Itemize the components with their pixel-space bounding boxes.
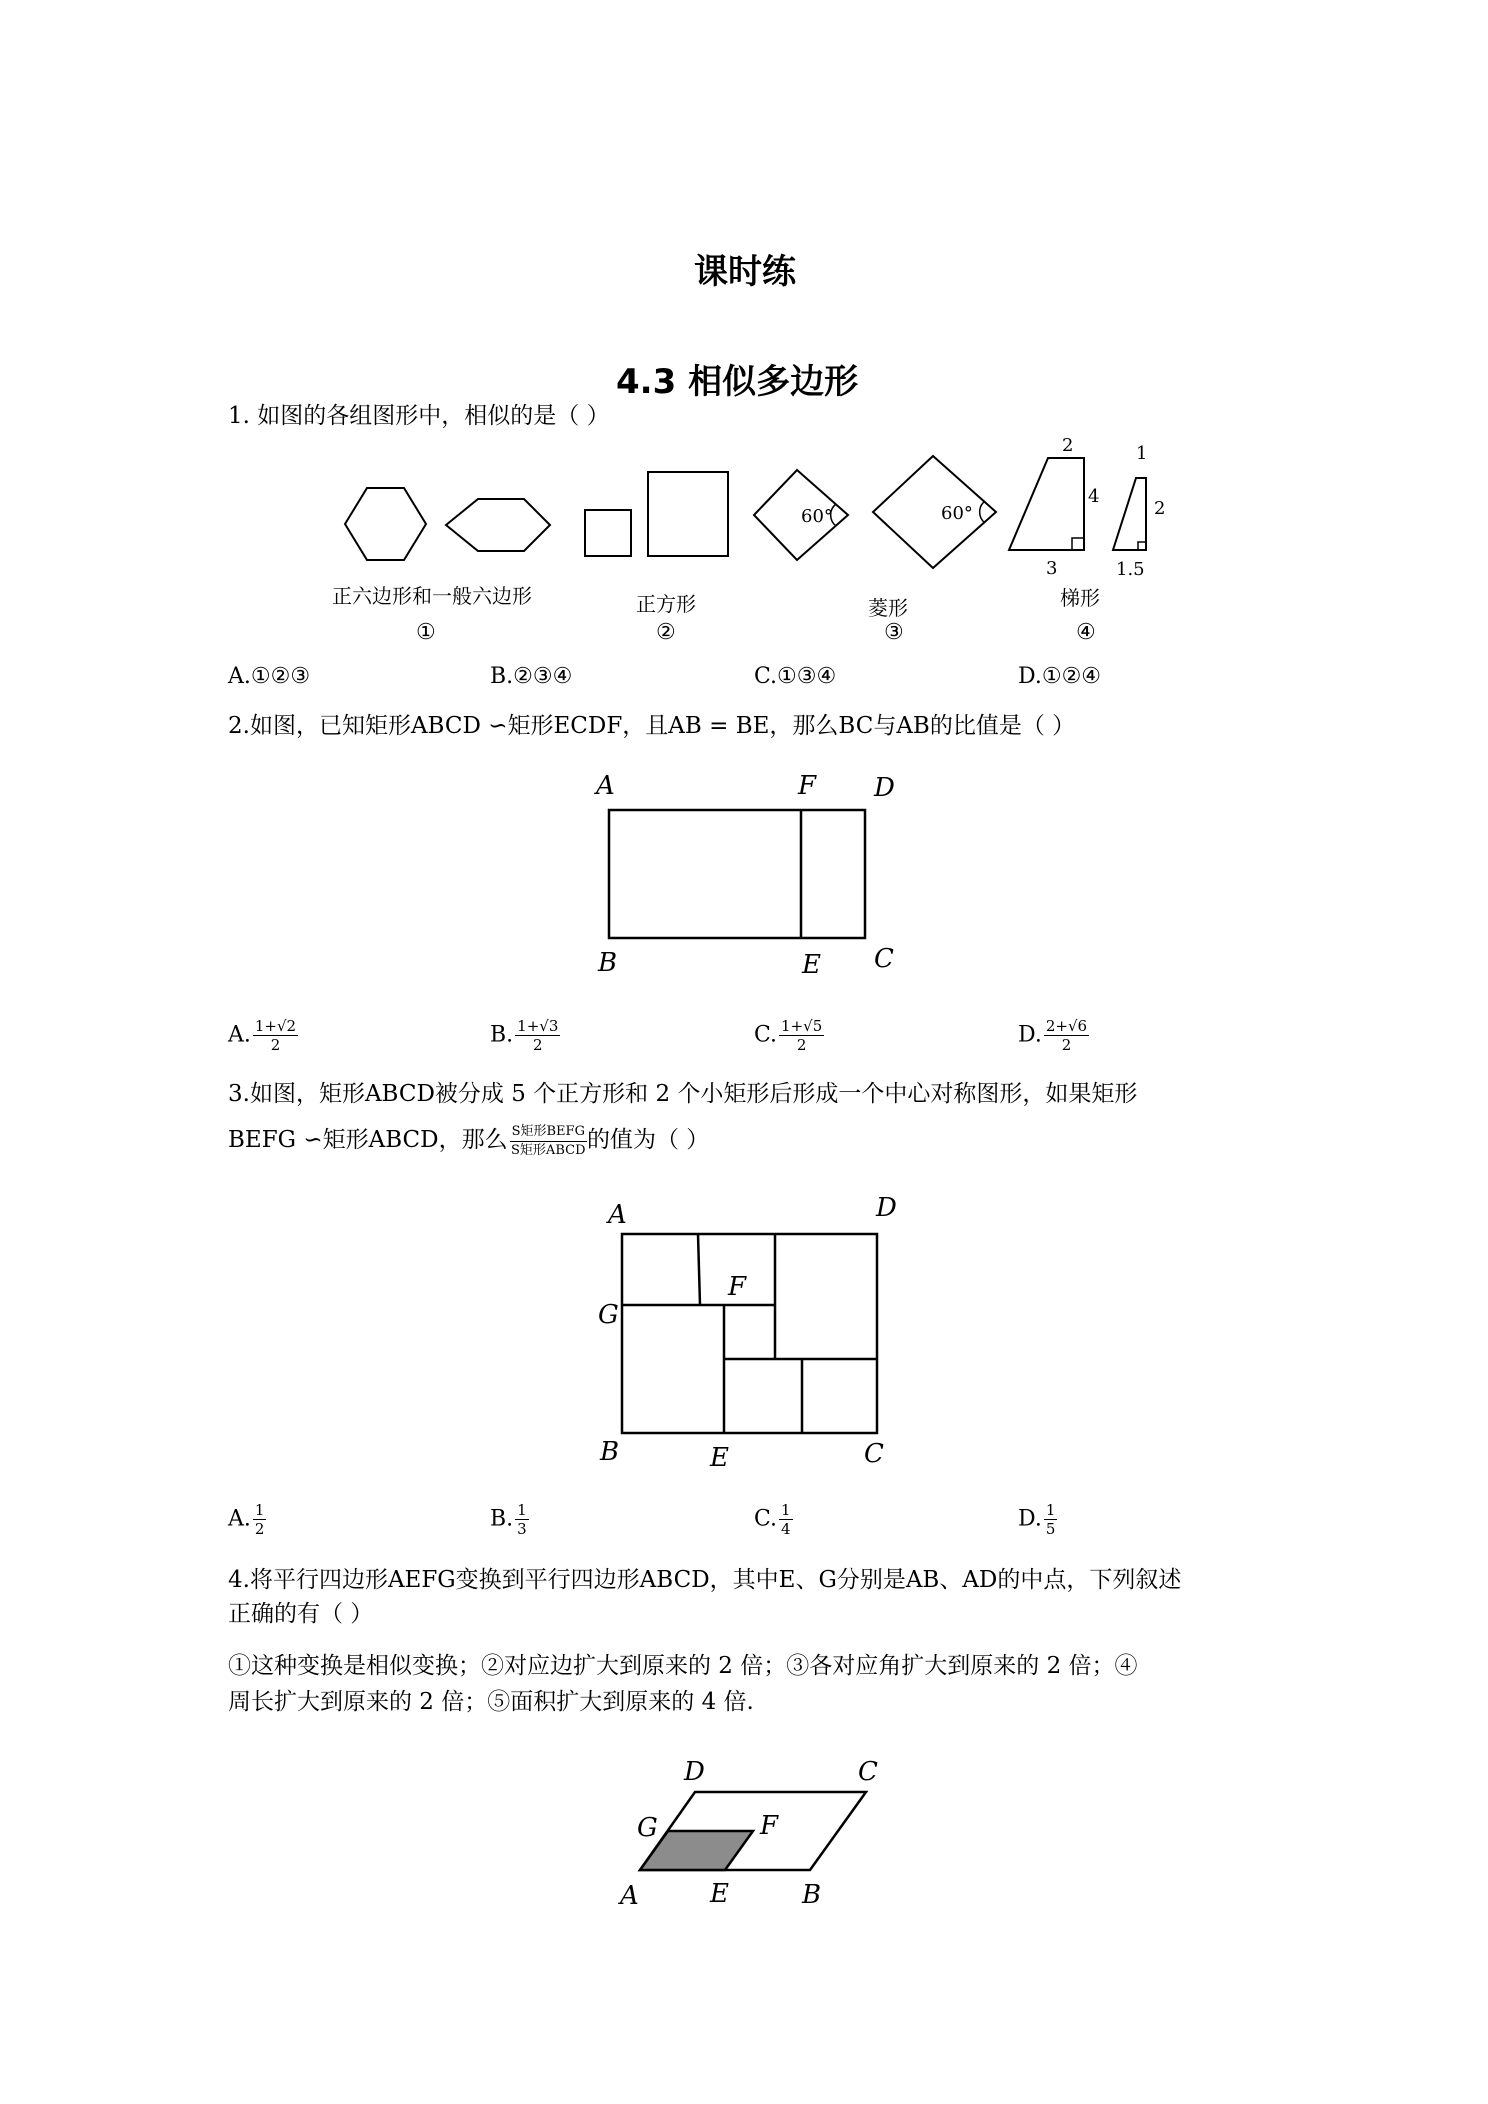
question-4-statements-line1: ①这种变换是相似变换；②对应边扩大到原来的 2 倍；③各对应角扩大到原来的 2 倍；④ (228, 1653, 1138, 1679)
large-rhombus-angle: 60° (941, 503, 973, 524)
small-trapezoid (1113, 478, 1146, 550)
caption-trapezoids: 梯形 (1060, 586, 1100, 610)
general-hexagon (446, 499, 550, 551)
section-title: 4.3 相似多边形 (616, 362, 859, 402)
label-f: F (760, 1811, 779, 1841)
q3-option-a[interactable]: A. $\frac{1}{2}$ (228, 1501, 265, 1538)
q3-option-d[interactable]: D. $\frac{1}{5}$ (1018, 1501, 1056, 1538)
q2-option-a[interactable]: A. $\frac{1+√2}{2}$ (228, 1017, 297, 1054)
label-b: B (600, 1437, 620, 1467)
label-b: B (802, 1880, 822, 1910)
caption-hexagons: 正六边形和一般六边形 (332, 584, 532, 608)
label-a: A (620, 1881, 639, 1911)
label-b: B (598, 948, 618, 978)
small-square (585, 510, 631, 556)
figure-number-4: ④ (1076, 620, 1096, 645)
label-f: F (798, 771, 817, 801)
label-c: C (874, 944, 894, 974)
question-2-stem: 2.如图，已知矩形ABCD ∽矩形ECDF，且AB = BE，那么BC与AB的比值是（ ） (228, 713, 1076, 739)
figure-number-3: ③ (884, 620, 904, 645)
label-g: G (598, 1300, 619, 1330)
label-e: E (802, 950, 821, 980)
question-3-stem-line1: 3.如图，矩形ABCD被分成 5 个正方形和 2 个小矩形后形成一个中心对称图形，如果矩形 (228, 1081, 1138, 1107)
question-4-stem-line2: 正确的有（ ） (228, 1601, 374, 1627)
label-c: C (858, 1757, 878, 1787)
figure-number-1: ① (416, 620, 436, 645)
caption-squares: 正方形 (636, 592, 696, 616)
label-d: D (874, 773, 895, 803)
question-4-figure (0, 1730, 1488, 1930)
q1-option-a[interactable]: A.①②③ (228, 664, 311, 689)
trap-small-side: 2 (1154, 498, 1166, 519)
question-3-stem-line2: BEFG ∽矩形ABCD，那么 $\frac{\text{S矩形BEFG}}{\text{S矩形ABCD}}$ 的值为（ ） (228, 1123, 710, 1158)
page-title: 课时练 (694, 252, 796, 292)
trap-small-top: 1 (1136, 443, 1148, 464)
question-4-statements-line2: 周长扩大到原来的 2 倍；⑤面积扩大到原来的 4 倍. (228, 1689, 754, 1715)
large-trapezoid (1009, 458, 1084, 550)
question-2-figure (0, 760, 1488, 980)
label-e: E (710, 1879, 729, 1909)
label-g: G (637, 1813, 658, 1843)
rectangle-abcd (609, 810, 865, 938)
large-rhombus-angle-arc (980, 501, 985, 523)
caption-rhombi: 菱形 (868, 596, 908, 620)
question-1-figures (0, 0, 1488, 700)
large-rhombus (873, 456, 996, 568)
label-a: A (596, 771, 615, 801)
figure-number-2: ② (656, 620, 676, 645)
trap-large-side: 4 (1088, 486, 1100, 507)
label-e: E (710, 1443, 729, 1473)
large-square (648, 472, 728, 556)
q3-option-b[interactable]: B. $\frac{1}{3}$ (490, 1501, 527, 1538)
trap-large-top: 2 (1062, 435, 1074, 456)
label-c: C (864, 1439, 884, 1469)
label-f: F (728, 1272, 747, 1302)
trap-small-bottom: 1.5 (1116, 559, 1145, 580)
q3-option-c[interactable]: C. $\frac{1}{4}$ (754, 1501, 791, 1538)
label-a: A (608, 1200, 627, 1230)
q1-option-c[interactable]: C.①③④ (754, 664, 837, 689)
q2-option-c[interactable]: C. $\frac{1+√5}{2}$ (754, 1017, 823, 1054)
q1-option-b[interactable]: B.②③④ (490, 664, 573, 689)
question-4-stem-line1: 4.将平行四边形AEFG变换到平行四边形ABCD，其中E、G分别是AB、AD的中点，下列叙述 (228, 1567, 1182, 1593)
rectangle-abcd (622, 1234, 877, 1433)
question-1-stem: 1. 如图的各组图形中，相似的是（ ） (228, 403, 610, 429)
label-d: D (684, 1757, 705, 1787)
question-3-figure (0, 1180, 1488, 1480)
q2-option-d[interactable]: D. $\frac{2+√6}{2}$ (1018, 1017, 1088, 1054)
small-rhombus-angle: 60° (801, 506, 833, 527)
q2-option-b[interactable]: B. $\frac{1+√3}{2}$ (490, 1017, 559, 1054)
regular-hexagon (345, 488, 426, 560)
trap-large-bottom: 3 (1046, 558, 1058, 579)
label-d: D (876, 1193, 897, 1223)
q1-option-d[interactable]: D.①②④ (1018, 664, 1102, 689)
